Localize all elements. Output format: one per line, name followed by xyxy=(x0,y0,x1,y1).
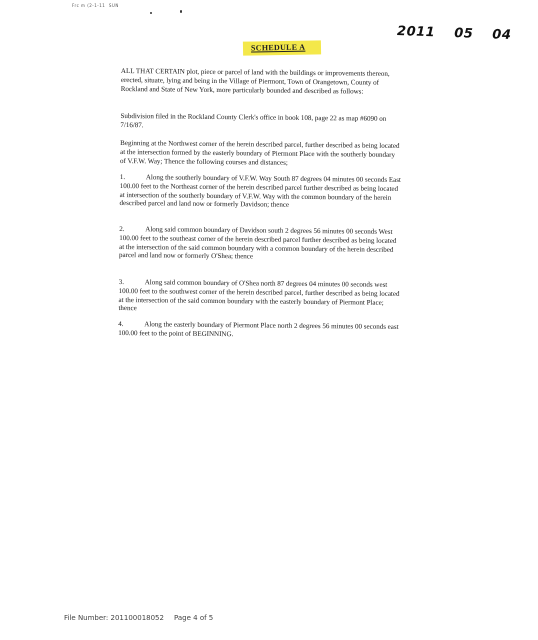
intro-paragraph: ALL THAT CERTAIN plot, piece or parcel of land with the buildings or improvements thereon, erected, situate, lying and being in the Village of Piermont, Town of Orangetown, County of Rockland and State of New York, more particularly bounded and described as follows: xyxy=(120,67,390,96)
course-paragraph xyxy=(118,320,400,341)
schedule-title-highlight xyxy=(243,40,321,55)
course-text: Along said common boundary of O'Shea north 87 degrees 04 minutes 00 seconds west 100.00 feet to the southwest corner of the herein described parcel, further described as being located at the intersection of the said common boundary with the easterly boundary of Piermont Place; thence xyxy=(118,278,400,313)
course-paragraph xyxy=(118,278,400,316)
course-text: Along the southerly boundary of V.F.W. Way South 87 degrees 04 minutes 00 seconds East 100.00 feet to the Northeast corner of the herein described parcel further described as being located at intersection of the southerly boundary of V.F.W. Way with the common boundary of the herein described parcel and land now or formerly Davidson; thence xyxy=(119,173,401,210)
course-number: 4. xyxy=(118,319,124,329)
subdivision-paragraph: Subdivision filed in the Rockland County Clerk's office in book 108, page 22 as map #6090 on 7/16/87. xyxy=(120,111,387,130)
course-number: 3. xyxy=(118,277,125,287)
course-number: 1. xyxy=(119,172,126,182)
page-footer xyxy=(64,614,213,622)
fax-header: Frc m (2-1-11 SUN xyxy=(72,3,119,8)
speck xyxy=(150,12,152,14)
legal-description xyxy=(118,67,403,338)
handwritten-date: 2011 05 04 xyxy=(396,24,512,43)
course-text: Along the easterly boundary of Piermont Place north 2 degrees 56 minutes 00 seconds east 100.00 feet to the point of BEGINNING. xyxy=(118,320,399,338)
course-paragraph xyxy=(120,173,402,211)
file-number: File Number: 201100018052 xyxy=(64,614,164,622)
speck xyxy=(180,10,182,13)
course-paragraph xyxy=(119,225,401,263)
page-number: Page 4 of 5 xyxy=(173,614,214,622)
course-text: Along said common boundary of Davidson south 2 degrees 56 minutes 00 seconds West 100.00 feet to the southeast corner of the herein described parcel further described as being located at the intersection of the said common boundary with a common boundary of the herein described parcel and land now or formerly O'Shea; thence xyxy=(118,225,397,261)
schedule-title: SCHEDULE A xyxy=(250,42,306,53)
beginning-paragraph: Beginning at the Northwest corner of the herein described parcel, further described as being located at the intersection formed by the easterly boundary of Piermont Place with the southerly boundary of V.F.W. Way; Thence the following courses and distances; xyxy=(119,138,400,167)
scan-specks xyxy=(150,10,190,16)
course-number: 2. xyxy=(119,224,125,234)
